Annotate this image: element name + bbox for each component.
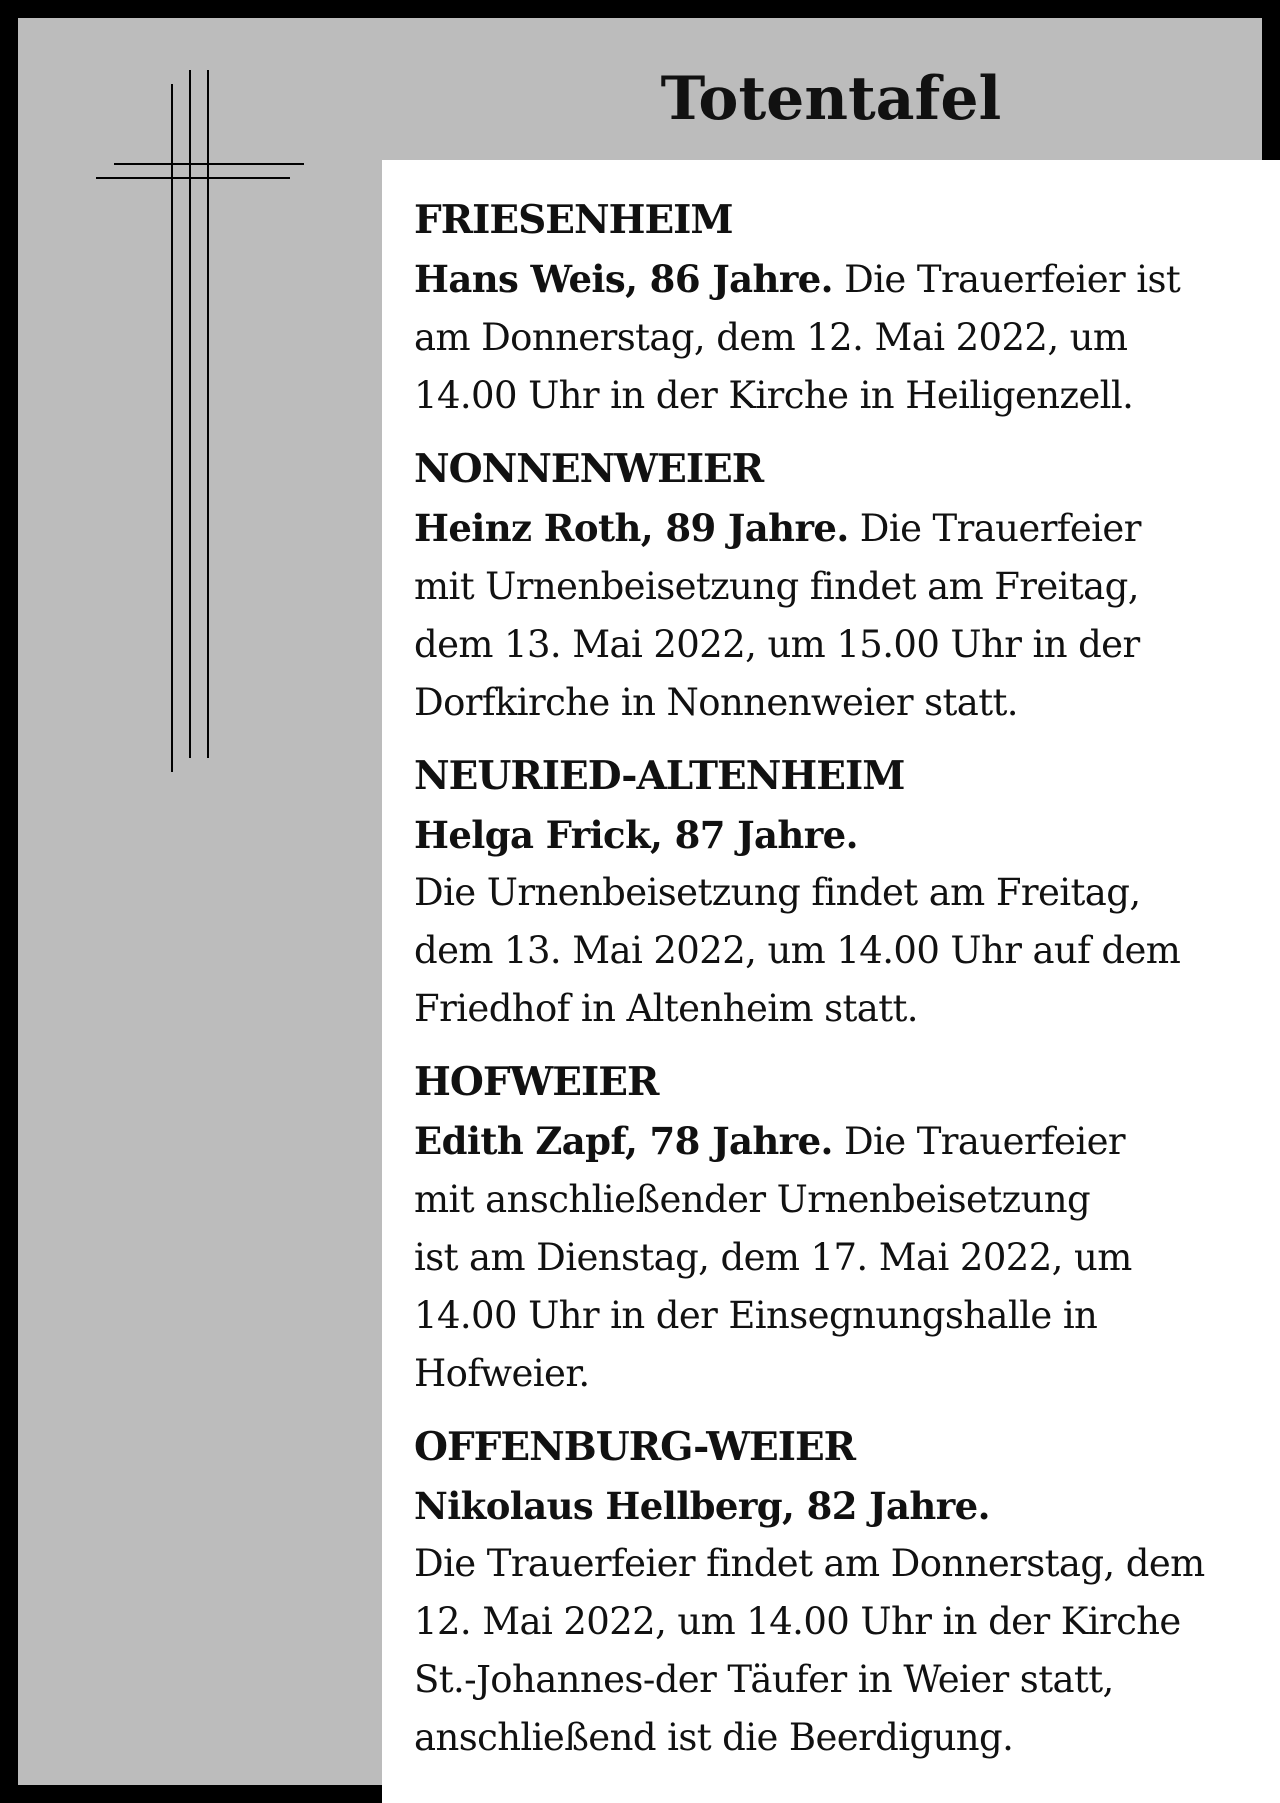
text-line <box>414 499 1260 558</box>
text-line: 14.00 Uhr in der Kirche in Heiligenzell. <box>414 374 1134 417</box>
place-name: NEURIED-ALTENHEIM <box>414 753 905 799</box>
place-name: OFFENBURG-WEIER <box>414 1424 856 1470</box>
text-line: Friedhof in Altenheim statt. <box>414 987 918 1030</box>
text-line: anschließend ist die Beerdigung. <box>414 1716 1014 1759</box>
text-line: mit anschließender Urnenbeisetzung <box>414 1178 1091 1221</box>
text-line: Dorfkirche in Nonnenweier statt. <box>414 681 1018 724</box>
place-name: FRIESENHEIM <box>414 197 733 243</box>
text-segment: Die Trauerfeier <box>859 507 1141 550</box>
deceased-name: Edith Zapf, 78 Jahre. <box>414 1119 833 1163</box>
place-name: HOFWEIER <box>414 1059 659 1105</box>
text-line: mit Urnenbeisetzung findet am Freitag, <box>414 565 1139 608</box>
notice-entry <box>414 1417 1260 1767</box>
deceased-name: Hans Weis, 86 Jahre. <box>414 257 833 301</box>
notice-text <box>414 1477 1260 1767</box>
notice-list <box>382 160 1280 1803</box>
notice-entry <box>414 1052 1260 1403</box>
place-name: NONNENWEIER <box>414 446 764 492</box>
text-line: dem 13. Mai 2022, um 14.00 Uhr auf dem <box>414 929 1181 972</box>
text-line: Die Trauerfeier findet am Donnerstag, dem <box>414 1542 1205 1585</box>
text-line: ist am Dienstag, dem 17. Mai 2022, um <box>414 1236 1132 1279</box>
text-line: Die Urnenbeisetzung findet am Freitag, <box>414 871 1141 914</box>
text-segment: Die Trauerfeier <box>843 1120 1125 1163</box>
notice-text <box>414 499 1260 732</box>
notice-text <box>414 250 1260 425</box>
text-line <box>414 250 1260 309</box>
notice-entry <box>414 190 1260 425</box>
text-segment: Die Trauerfeier ist <box>844 258 1181 301</box>
text-line: Hofweier. <box>414 1352 590 1395</box>
notice-text <box>414 806 1260 1038</box>
text-line: 14.00 Uhr in der Einsegnungshalle in <box>414 1294 1098 1337</box>
text-line: dem 13. Mai 2022, um 15.00 Uhr in der <box>414 623 1140 666</box>
cross-icon <box>94 70 310 780</box>
text-line: am Donnerstag, dem 12. Mai 2022, um <box>414 316 1128 359</box>
deceased-name: Heinz Roth, 89 Jahre. <box>414 506 849 550</box>
text-line <box>414 1112 1260 1171</box>
deceased-name: Helga Frick, 87 Jahre. <box>414 813 858 857</box>
text-line: St.-Johannes-der Täufer in Weier statt, <box>414 1658 1114 1701</box>
notice-entry <box>414 439 1260 732</box>
text-line: 12. Mai 2022, um 14.00 Uhr in der Kirche <box>414 1600 1181 1643</box>
page-title: Totentafel <box>660 64 1002 134</box>
notice-entry <box>414 746 1260 1038</box>
deceased-name: Nikolaus Hellberg, 82 Jahre. <box>414 1484 990 1528</box>
notice-text <box>414 1112 1260 1403</box>
